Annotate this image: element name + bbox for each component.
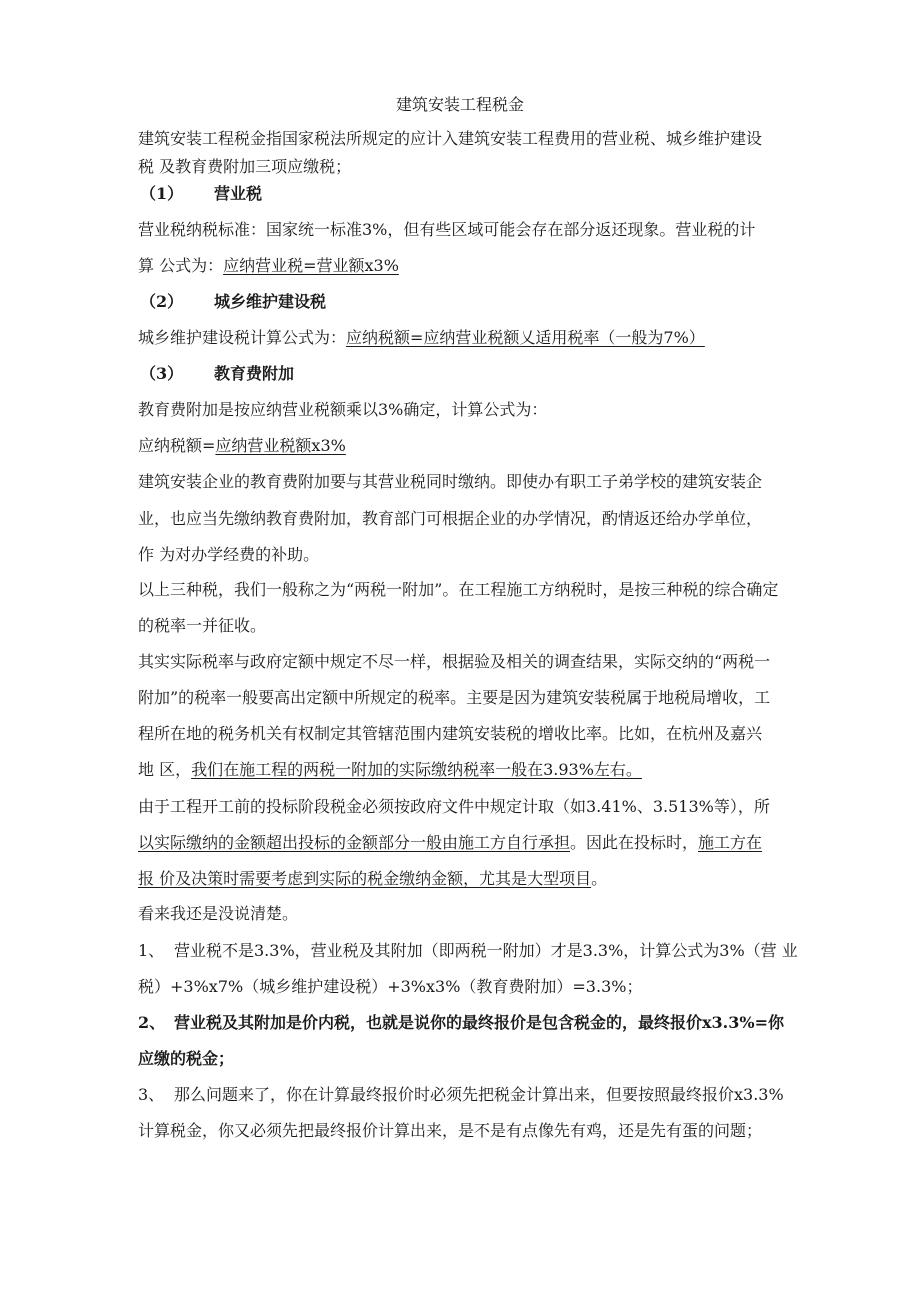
formula-label: 算 公式为： bbox=[138, 256, 224, 275]
paragraph-7-line-3 bbox=[138, 868, 607, 890]
section-2-number: （2） bbox=[140, 292, 184, 311]
list-item-2-line-1 bbox=[138, 1012, 784, 1034]
section-3-number: （3） bbox=[140, 364, 184, 383]
section-3-line-1: 教育费附加是按应纳营业税额乘以3%确定，计算公式为： bbox=[138, 400, 548, 419]
list-item-1-text: 营业税不是3.3%，营业税及其附加（即两税一附加）才是3.3%，计算公式为3%（营 业 bbox=[174, 941, 798, 960]
paragraph-7-line-1: 由于工程开工前的投标阶段税金必须按政府文件中规定计取（如3.41%、3.513%等），所 bbox=[138, 797, 770, 816]
paragraph-6-line-2: 附加”的税率一般要高出定额中所规定的税率。主要是因为建筑安装税属于地税局增收，工 bbox=[138, 688, 771, 707]
section-3-title: 教育费附加 bbox=[214, 364, 295, 383]
section-1-line-1: 营业税纳税标准：国家统一标准3%，但有些区域可能会存在部分返还现象。营业税的计 bbox=[138, 220, 756, 239]
paragraph-5-line-2: 的税率一并征收。 bbox=[138, 616, 267, 635]
formula-label: 应纳税额= bbox=[138, 436, 216, 455]
paragraph-4-line-1: 建筑安装企业的教育费附加要与其营业税同时缴纳。即使办有职工子弟学校的建筑安装企 bbox=[138, 472, 763, 491]
maintenance-tax-formula: 应纳税额=应纳营业税额乂适用税率（一般为7%） bbox=[346, 328, 705, 347]
list-item-1-line-1 bbox=[138, 940, 798, 962]
list-item-1-number: 1、 bbox=[138, 941, 165, 960]
section-1-line-2 bbox=[138, 255, 399, 277]
section-2-line-1 bbox=[138, 327, 705, 349]
list-item-2-line-2: 应缴的税金； bbox=[138, 1049, 235, 1068]
connector-text: 。因此在投标时， bbox=[570, 833, 699, 852]
section-2-heading bbox=[138, 291, 326, 313]
list-item-3-number: 3、 bbox=[138, 1085, 165, 1104]
list-item-3-line-2: 计算税金，你又必须先把最终报价计算出来，是不是有点像先有鸡，还是先有蛋的问题； bbox=[138, 1121, 763, 1140]
section-3-line-2 bbox=[138, 435, 346, 457]
period-text: 。 bbox=[591, 869, 608, 888]
list-item-3-text: 那么问题来了，你在计算最终报价时必须先把税金计算出来，但要按照最终报价x3.3% bbox=[174, 1085, 784, 1104]
section-2-title: 城乡维护建设税 bbox=[214, 292, 327, 311]
page-title: 建筑安装工程税金 bbox=[395, 95, 524, 114]
section-1-heading bbox=[138, 183, 262, 205]
section-1-title: 营业税 bbox=[214, 184, 263, 203]
list-item-2-text: 营业税及其附加是价内税，也就是说你的最终报价是包含税金的，最终报价x3.3%=你 bbox=[174, 1013, 784, 1032]
education-surcharge-formula: 应纳营业税额x3% bbox=[215, 436, 346, 455]
paragraph-6-line-4 bbox=[138, 759, 642, 781]
contractor-statement: 施工方在 bbox=[698, 833, 763, 852]
paragraph-4-line-3: 作 为对办学经费的补助。 bbox=[138, 545, 320, 564]
contractor-statement-cont: 报 价及决策时需要考虑到实际的税金缴纳金额，尤其是大型项目 bbox=[138, 869, 592, 888]
section-3-heading bbox=[138, 363, 294, 385]
list-item-2-number: 2、 bbox=[138, 1013, 166, 1032]
paragraph-6-line-1: 其实实际税率与政府定额中规定不尽一样，根据验及相关的调查结果，实际交纳的“两税一 bbox=[138, 652, 771, 671]
section-1-number: （1） bbox=[140, 184, 184, 203]
list-item-3-line-1 bbox=[138, 1084, 784, 1106]
intro-line-2: 税 及教育费附加三项应缴税； bbox=[138, 157, 352, 176]
formula-label: 城乡维护建设税计算公式为： bbox=[138, 328, 347, 347]
paragraph-8: 看来我还是没说清楚。 bbox=[138, 904, 299, 923]
paragraph-7-line-2 bbox=[138, 832, 762, 854]
actual-rate-statement: 我们在施工程的两税一附加的实际缴纳税率一般在3.93%左右。 bbox=[191, 760, 642, 779]
business-tax-formula: 应纳营业税=营业额x3% bbox=[223, 256, 399, 275]
region-label: 地 区， bbox=[138, 760, 192, 779]
paragraph-4-line-2: 业，也应当先缴纳教育费附加，教育部门可根据企业的办学情况，酌情返还给办学单位， bbox=[138, 509, 763, 528]
intro-line-1: 建筑安装工程税金指国家税法所规定的应计入建筑安装工程费用的营业税、城乡维护建设 bbox=[138, 129, 763, 148]
paragraph-5-line-1: 以上三种税，我们一般称之为“两税一附加”。在工程施工方纳税时，是按三种税的综合确定 bbox=[138, 580, 779, 599]
excess-borne-statement: 以实际缴纳的金额超出投标的金额部分一般由施工方自行承担 bbox=[138, 833, 571, 852]
paragraph-6-line-3: 程所在地的税务机关有权制定其管辖范围内建筑安装税的增收比率。比如，在杭州及嘉兴 bbox=[138, 724, 763, 743]
list-item-1-line-2: 税）+3%x7%（城乡维护建设税）+3%x3%（教育费附加）=3.3%； bbox=[138, 977, 643, 996]
